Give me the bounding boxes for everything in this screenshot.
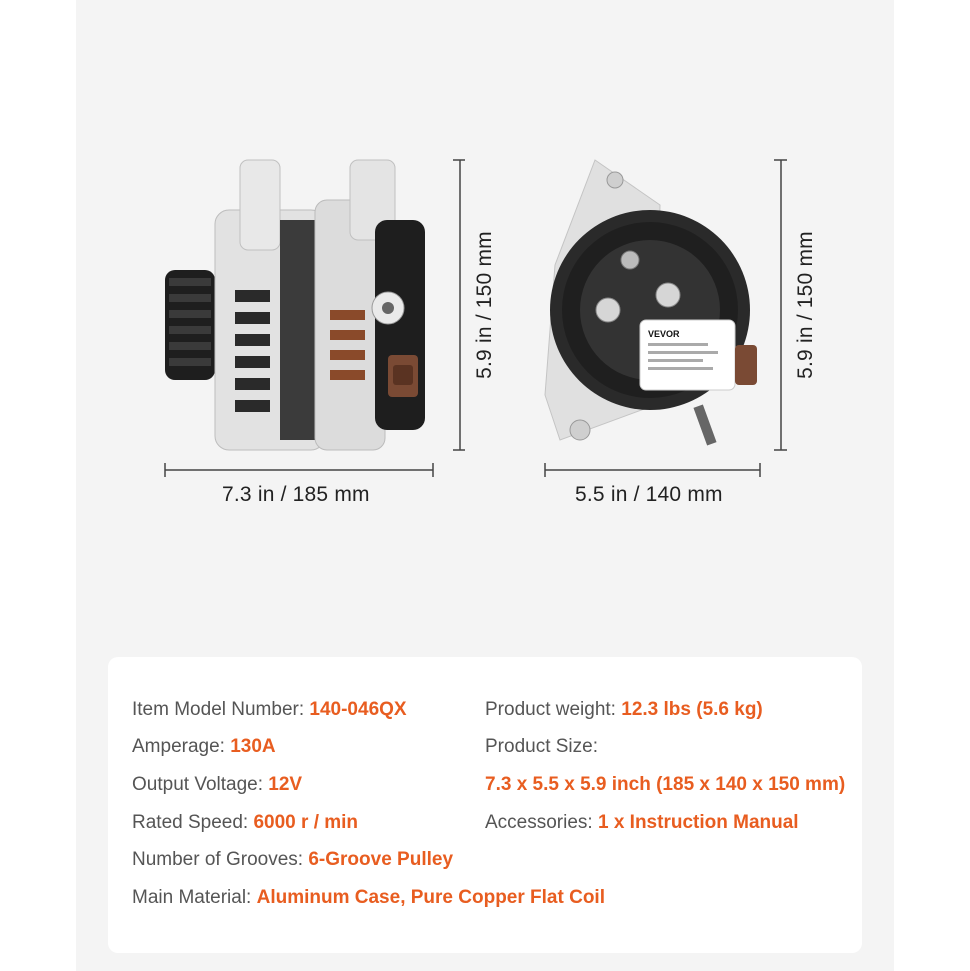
- spec-value: 140-046QX: [309, 699, 407, 720]
- spec-size-value: [485, 774, 845, 796]
- spec-weight: [485, 699, 763, 721]
- spec-amperage: [132, 736, 276, 758]
- spec-rated-speed: [132, 812, 358, 834]
- spec-value: Aluminum Case, Pure Copper Flat Coil: [256, 887, 605, 908]
- spec-size-label: [485, 736, 598, 758]
- spec-output-voltage: [132, 774, 302, 796]
- spec-model-number: [132, 699, 407, 721]
- spec-value: 12.3 lbs (5.6 kg): [621, 699, 763, 720]
- spec-value: 1 x Instruction Manual: [597, 812, 799, 833]
- spec-value: 130A: [230, 736, 276, 757]
- spec-value: 6-Groove Pulley: [308, 849, 454, 870]
- spec-value: 7.3 x 5.5 x 5.9 inch (185 x 140 x 150 mm): [485, 774, 846, 795]
- dimension-lines-left: [160, 155, 465, 485]
- spec-accessories: [485, 812, 799, 834]
- left-height-label: 5.9 in / 150 mm: [473, 231, 496, 379]
- brand-logo: VEVOR: [648, 329, 680, 339]
- spec-label: Output Voltage:: [132, 774, 263, 795]
- spec-value: 12V: [268, 774, 303, 795]
- spec-label: Item Model Number:: [132, 699, 305, 720]
- spec-grooves: [132, 849, 453, 871]
- right-height-label: 5.9 in / 150 mm: [794, 231, 817, 379]
- spec-value: 6000 r / min: [253, 812, 359, 833]
- spec-label: Product Size:: [485, 736, 598, 757]
- spec-label: Rated Speed:: [132, 812, 249, 833]
- dimension-lines-right: [540, 155, 790, 485]
- spec-label: Main Material:: [132, 887, 252, 908]
- spec-main-material: [132, 887, 605, 909]
- right-width-label: 5.5 in / 140 mm: [575, 483, 723, 506]
- spec-label: Product weight:: [485, 699, 616, 720]
- left-width-label: 7.3 in / 185 mm: [222, 483, 370, 506]
- spec-label: Number of Grooves:: [132, 849, 304, 870]
- spec-label: Accessories:: [485, 812, 593, 833]
- spec-label: Amperage:: [132, 736, 225, 757]
